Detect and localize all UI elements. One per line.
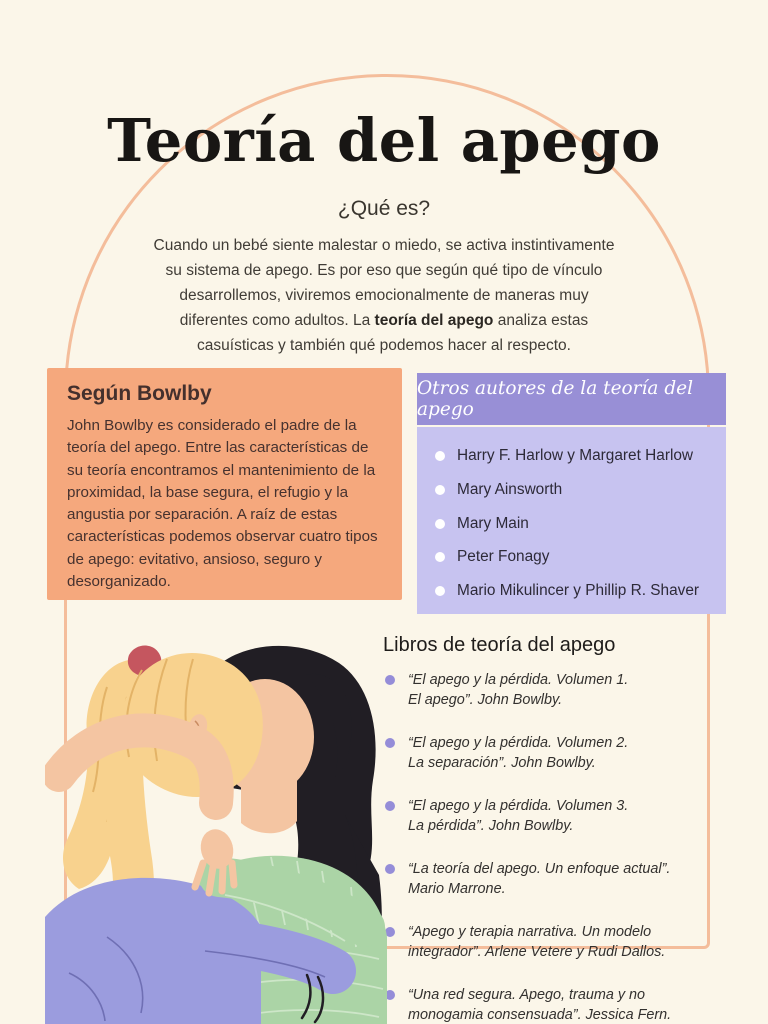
book-list-item: “Apego y terapia narrativa. Un modelo integrador”. Arlene Vetere y Rudi Dallos. xyxy=(383,922,728,962)
bowlby-card-body: John Bowlby es considerado el padre de la teoría del apego. Entre las características de su teoría encontramos el mantenimiento de la proximidad, la base segura, el refugio y la angustia por separación. A raíz de estas características podemos observar cuatro tipos de apego: evitativo, ansioso, seguro y desorganizado. xyxy=(67,417,378,591)
authors-list-item: Mary Main xyxy=(431,515,714,533)
authors-card-header: Otros autores de la teoría del apego xyxy=(417,373,726,425)
intro-line: desarrollemos, viviremos emocionalmente de maneras muy xyxy=(179,287,589,304)
bullet-dot xyxy=(435,586,445,596)
bullet-dot xyxy=(435,485,445,495)
book-list-item: “El apego y la pérdida. Volumen 2. La separación”. John Bowlby. xyxy=(383,733,728,773)
authors-list-item: Peter Fonagy xyxy=(431,548,714,566)
intro-line: su sistema de apego. Es por eso que según qué tipo de vínculo xyxy=(165,262,603,279)
bullet-dot xyxy=(435,552,445,562)
authors-list-item: Harry F. Harlow y Margaret Harlow xyxy=(431,447,714,465)
question-heading: ¿Qué es? xyxy=(337,197,431,220)
book-list-item: “El apego y la pérdida. Volumen 1. El apego”. John Bowlby. xyxy=(383,670,728,710)
authors-card xyxy=(417,373,726,614)
bullet-dot xyxy=(435,519,445,529)
bullet-dot xyxy=(435,451,445,461)
book-list-item: “El apego y la pérdida. Volumen 3. La pérdida”. John Bowlby. xyxy=(383,796,728,836)
books-section xyxy=(383,634,728,1024)
bowlby-card xyxy=(47,368,402,600)
intro-line: casuísticas y también qué podemos hacer al respecto. xyxy=(197,337,571,354)
authors-list xyxy=(417,427,726,614)
hug-illustration xyxy=(45,625,390,1024)
intro-line: diferentes como adultos. La teoría del apego analiza estas xyxy=(179,312,589,329)
authors-list-item: Mario Mikulincer y Phillip R. Shaver xyxy=(431,582,714,600)
intro-line: Cuando un bebé siente malestar o miedo, se activa instintivamente xyxy=(153,237,615,254)
poster-title: Teoría del apego xyxy=(107,106,661,175)
book-list-item: “Una red segura. Apego, trauma y no monogamia consensuada”. Jessica Fern. xyxy=(383,985,728,1024)
authors-list-item: Mary Ainsworth xyxy=(431,481,714,499)
book-list-item: “La teoría del apego. Un enfoque actual”. Mario Marrone. xyxy=(383,859,728,899)
intro-bold-term: teoría del apego xyxy=(374,312,494,329)
intro-paragraph xyxy=(114,233,654,358)
bowlby-card-title: Según Bowlby xyxy=(67,382,212,405)
books-heading: Libros de teoría del apego xyxy=(383,634,616,656)
